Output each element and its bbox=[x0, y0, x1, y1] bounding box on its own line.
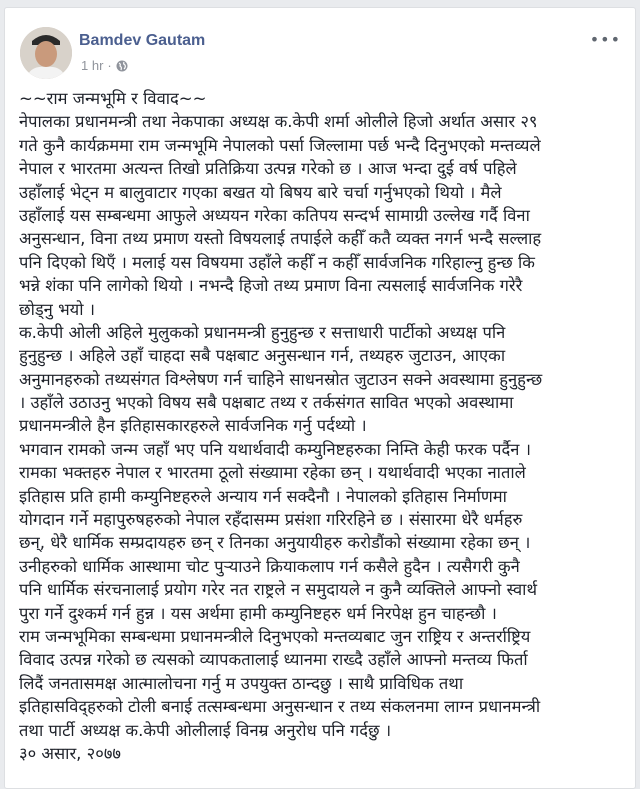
post-text-line: अनुमानहरुको तथ्यसंगत विश्लेषण गर्न चाहिने साधनस्रोत जुटाउन सक्ने अवस्थामा हुनुहुन्छ bbox=[19, 369, 543, 389]
post-text-line: अनुसन्धान, विना तथ्य प्रमाण यस्तो विषयलाई तपाईले कहीँ कतै व्यक्त नगर्न भन्दै सल्लाह bbox=[19, 229, 542, 249]
author-name-link[interactable]: Bamdev Gautam bbox=[79, 32, 206, 49]
post-text-line: नेपाल र भारतमा अत्यन्त तिखो प्रतिक्रिया उत्पन्न गरेको छ । आज भन्दा दुई वर्ष पहिले bbox=[19, 159, 517, 179]
post-text-line: उहाँलाई यस सम्बन्धमा आफुले अध्ययन गरेका कतिपय सन्दर्भ सामाग्री उल्लेख गर्दै विना bbox=[19, 205, 530, 225]
post-text-line: । उहाँले उठाउनु भएको विषय सबै पक्षबाट तथ्य र तर्कसंगत सावित भएको अवस्थामा bbox=[19, 393, 514, 413]
post-text-line: पनि दिएको थिएँ । मलाई यस विषयमा उहाँले कहीँ न कहीँ सार्वजनिक गरिहाल्नु हुन्छ कि bbox=[19, 252, 535, 272]
post-body bbox=[19, 87, 631, 765]
post-text-line: भगवान रामको जन्म जहाँ भए पनि यथार्थवादी कम्युनिष्टहरुका निम्ति केही फरक पर्दैन । bbox=[19, 439, 531, 459]
post-text-line: छन्, धेरै धार्मिक सम्प्रदायहरु छन् र तिनका अनुयायीहरु करोडौंको संख्यामा रहेका छन् । bbox=[19, 533, 531, 553]
author-avatar[interactable] bbox=[20, 27, 72, 79]
post-text-line: योगदान गर्ने महापुरुषहरुको नेपाल रहँदासम्म प्रसंशा गरिरहिने छ । संसारमा धेरै धर्महरु bbox=[19, 510, 523, 530]
post-text-line: प्रधानमन्त्रीले हैन इतिहासकारहरुले सार्वजनिक गर्नु पर्दथ्यो । bbox=[19, 416, 367, 436]
post-text-line: नेपालका प्रधानमन्त्री तथा नेकपाका अध्यक्ष क.केपी शर्मा ओलीले हिजो अर्थात असार २९ bbox=[19, 112, 538, 132]
post-meta bbox=[81, 58, 128, 73]
globe-icon[interactable] bbox=[116, 60, 128, 72]
post-text-line: रामका भक्तहरु नेपाल र भारतमा ठूलो संख्यामा रहेका छन् । यथार्थवादी भएका नाताले bbox=[19, 463, 526, 483]
avatar-image bbox=[20, 27, 72, 79]
post-text-line: इतिहासविद्हरुको टोली बनाई तत्सम्बन्धमा अनुसन्धान र तथ्य संकलनमा लाग्न प्रधानमन्त्री bbox=[19, 697, 541, 717]
post-text-line: क.केपी ओली अहिले मुलुकको प्रधानमन्त्री हुनुहुन्छ र सत्ताधारी पार्टीको अध्यक्ष पनि bbox=[19, 322, 506, 342]
post-text-line: ३० असार, २०७७ bbox=[19, 743, 121, 763]
post-text-line: गते कुनै कार्यक्रममा राम जन्मभूमि नेपालको पर्सा जिल्लामा पर्छ भन्दै दिनुभएको मन्तव्यले bbox=[19, 135, 541, 155]
meta-separator: · bbox=[107, 58, 112, 73]
more-options-button[interactable]: ••• bbox=[589, 30, 621, 49]
post-text-line: हुनुहुन्छ । अहिले उहाँ चाहदा सबै पक्षबाट अनुसन्धान गर्न, तथ्यहरु जुटाउन, आएका bbox=[19, 346, 506, 366]
post-text-line: पुरा गर्ने दुश्कर्म गर्न हुन्न । यस अर्थमा हामी कम्युनिष्टहरु धर्म निरपेक्ष हुन चाहन्छौ । bbox=[19, 603, 497, 623]
post-text-line: इतिहास प्रति हामी कम्युनिष्टहरुले अन्याय गर्न सक्दैनौ । नेपालको इतिहास निर्माणमा bbox=[19, 486, 507, 506]
post-text-line: भन्ने शंका पनि लागेको थियो । नभन्दै हिजो तथ्य प्रमाण विना त्यसलाई सार्वजनिक गरेरै bbox=[19, 276, 523, 296]
post-timestamp[interactable]: 1 hr bbox=[81, 58, 104, 73]
post-text-line: छोड्नु भयो । bbox=[19, 299, 96, 319]
facebook-post-card bbox=[4, 7, 636, 789]
post-text-line: उहाँलाई भेट्न म बालुवाटार गएका बखत यो बिषय बारे चर्चा गर्नुभएको थियो । मैले bbox=[19, 182, 502, 202]
post-text-line: तथा पार्टी अध्यक्ष क.केपी ओलीलाई विनम्र अनुरोध पनि गर्दछु । bbox=[19, 720, 392, 740]
post-text-line: पनि धार्मिक संरचनालाई प्रयोग गरेर नत राष्ट्रले न समुदायले न कुनै व्यक्तिले आफ्नो स्वार्थ bbox=[19, 580, 537, 600]
post-title-line: ~~राम जन्मभूमि र विवाद~~ bbox=[19, 89, 207, 108]
post-text-line: विवाद उत्पन्न गरेको छ त्यसको व्यापकतालाई ध्यानमा राख्दै उहाँले आफ्नो मन्तव्य फिर्ता bbox=[19, 650, 528, 670]
post-text-line: राम जन्मभूमिका सम्बन्धमा प्रधानमन्त्रीले दिनुभएको मन्तव्यबाट जुन राष्ट्रिय र अन्तर्राष्ट्रिय bbox=[19, 626, 531, 646]
post-text-line: लिदैं जनतासमक्ष आत्मालोचना गर्नु म उपयुक्त ठान्दछु । साथै प्राविधिक तथा bbox=[19, 673, 464, 693]
post-text-line: उनीहरुको धार्मिक आस्थामा चोट पुर्‍याउने क्रियाकलाप गर्न कसैले हुदैन । त्यसैगरी कुनै bbox=[19, 556, 520, 576]
